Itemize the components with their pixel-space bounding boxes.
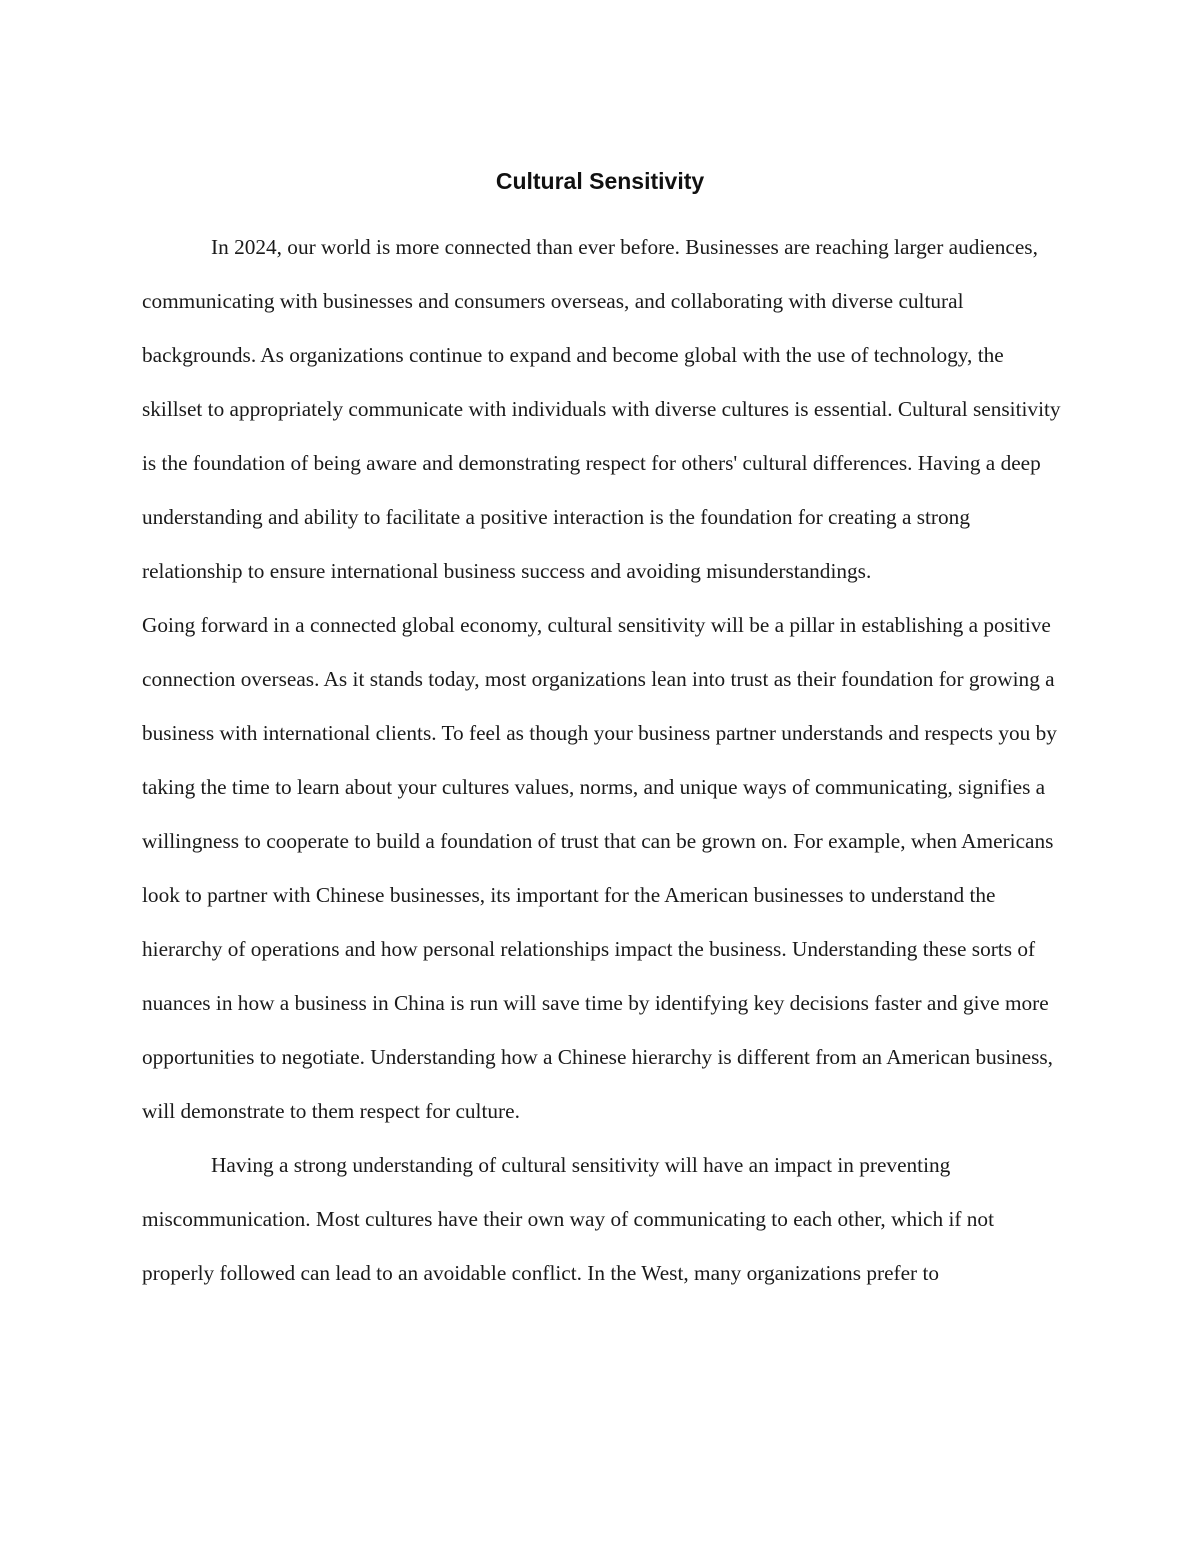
document-title: Cultural Sensitivity bbox=[495, 168, 705, 194]
paragraph-intro: In 2024, our world is more connected than ever before. Businesses are reaching larger audiences, communicating with businesses and consumers overseas, and collaborating with diverse cultural backgrounds. As organizations continue to expand and become global with the use of technology, the skillset to appropriately communicate with individuals with diverse cultures is essential. Cultural sensitivity is the foundation of being aware and demonstrating respect for others' cultural differences. Having a deep understanding and ability to facilitate a positive interaction is the foundation for creating a strong relationship to ensure international business success and avoiding misunderstandings. bbox=[142, 235, 1061, 583]
paragraph-trust: Going forward in a connected global economy, cultural sensitivity will be a pillar in establishing a positive connection overseas. As it stands today, most organizations lean into trust as their foundation for growing a business with international clients. To feel as though your business partner understands and respects you by taking the time to learn about your cultures values, norms, and unique ways of communicating, signifies a willingness to cooperate to build a foundation of trust that can be grown on. For example, when Americans look to partner with Chinese businesses, its important for the American businesses to understand the hierarchy of operations and how personal relationships impact the business. Understanding these sorts of nuances in how a business in China is run will save time by identifying key decisions faster and give more opportunities to negotiate. Understanding how a Chinese hierarchy is different from an American business, will demonstrate to them respect for culture. bbox=[142, 613, 1057, 1123]
paragraph-miscommunication: Having a strong understanding of cultural sensitivity will have an impact in preventing miscommunication. Most cultures have their own way of communicating to each other, which if not properly followed can lead to an avoidable conflict. In the West, many organizations prefer to bbox=[142, 1153, 994, 1285]
document-body bbox=[142, 220, 1062, 1300]
